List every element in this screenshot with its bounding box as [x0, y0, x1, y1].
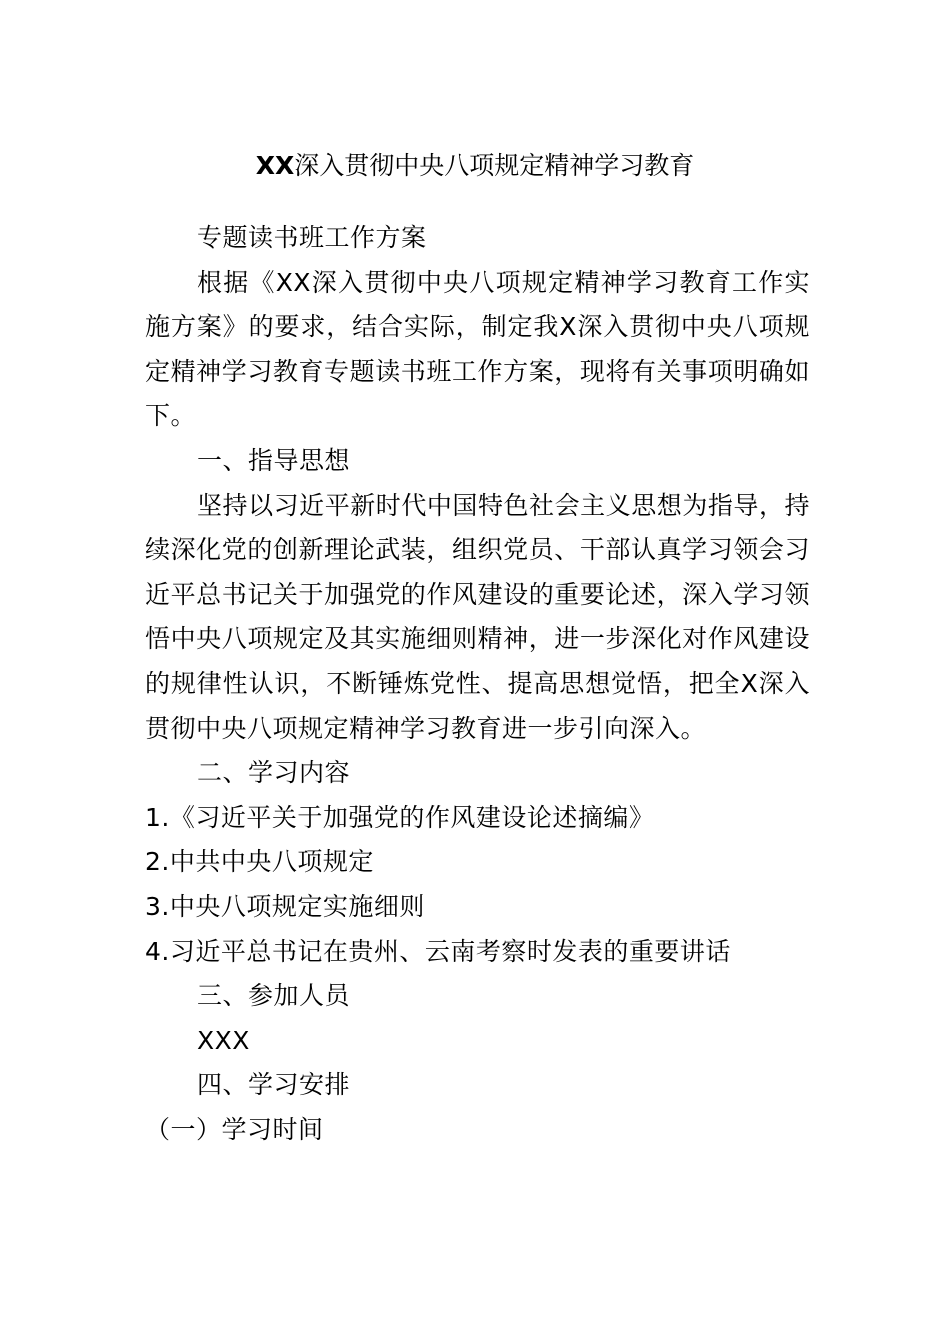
participants-text: XXX: [197, 1025, 250, 1055]
study-content-item-3: 3.中央八项规定实施细则: [145, 891, 425, 921]
study-content-item-1: 1.《习近平关于加强党的作风建设论述摘编》: [145, 802, 655, 832]
study-content-item-2: 2.中共中央八项规定: [145, 847, 374, 877]
intro-paragraph: 根据《XX深入贯彻中央八项规定精神学习教育工作实施方案》的要求，结合实际，制定我X深入贯彻中央八项规定精神学习教育专题读书班工作方案，现将有关事项明确如下。: [145, 267, 810, 431]
study-content-item-4: 4.习近平总书记在贵州、云南考察时发表的重要讲话: [145, 936, 731, 966]
title-prefix: XX: [255, 151, 295, 180]
document-body: [145, 216, 810, 1152]
section-heading-study-content: 二、学习内容: [197, 758, 351, 788]
section-heading-study-arrangement: 四、学习安排: [197, 1070, 351, 1100]
section-heading-participants: 三、参加人员: [197, 981, 351, 1011]
document-subtitle: 专题读书班工作方案: [197, 223, 427, 252]
title-text: 深入贯彻中央八项规定精神学习教育: [294, 151, 695, 180]
subsection-heading-study-time: （一）学习时间: [145, 1114, 324, 1144]
document-title: [0, 148, 950, 184]
guiding-thought-paragraph: 坚持以习近平新时代中国特色社会主义思想为指导，持续深化党的创新理论武装，组织党员、干部认真学习领会习近平总书记关于加强党的作风建设的重要论述，深入学习领悟中央八项规定及其实施细则精神，进一步深化对作风建设的规律性认识，不断锤炼党性、提高思想觉悟，把全X深入贯彻中央八项规定精神学习教育进一步引向深入。: [145, 490, 810, 743]
section-heading-guiding-thought: 一、指导思想: [197, 445, 351, 475]
